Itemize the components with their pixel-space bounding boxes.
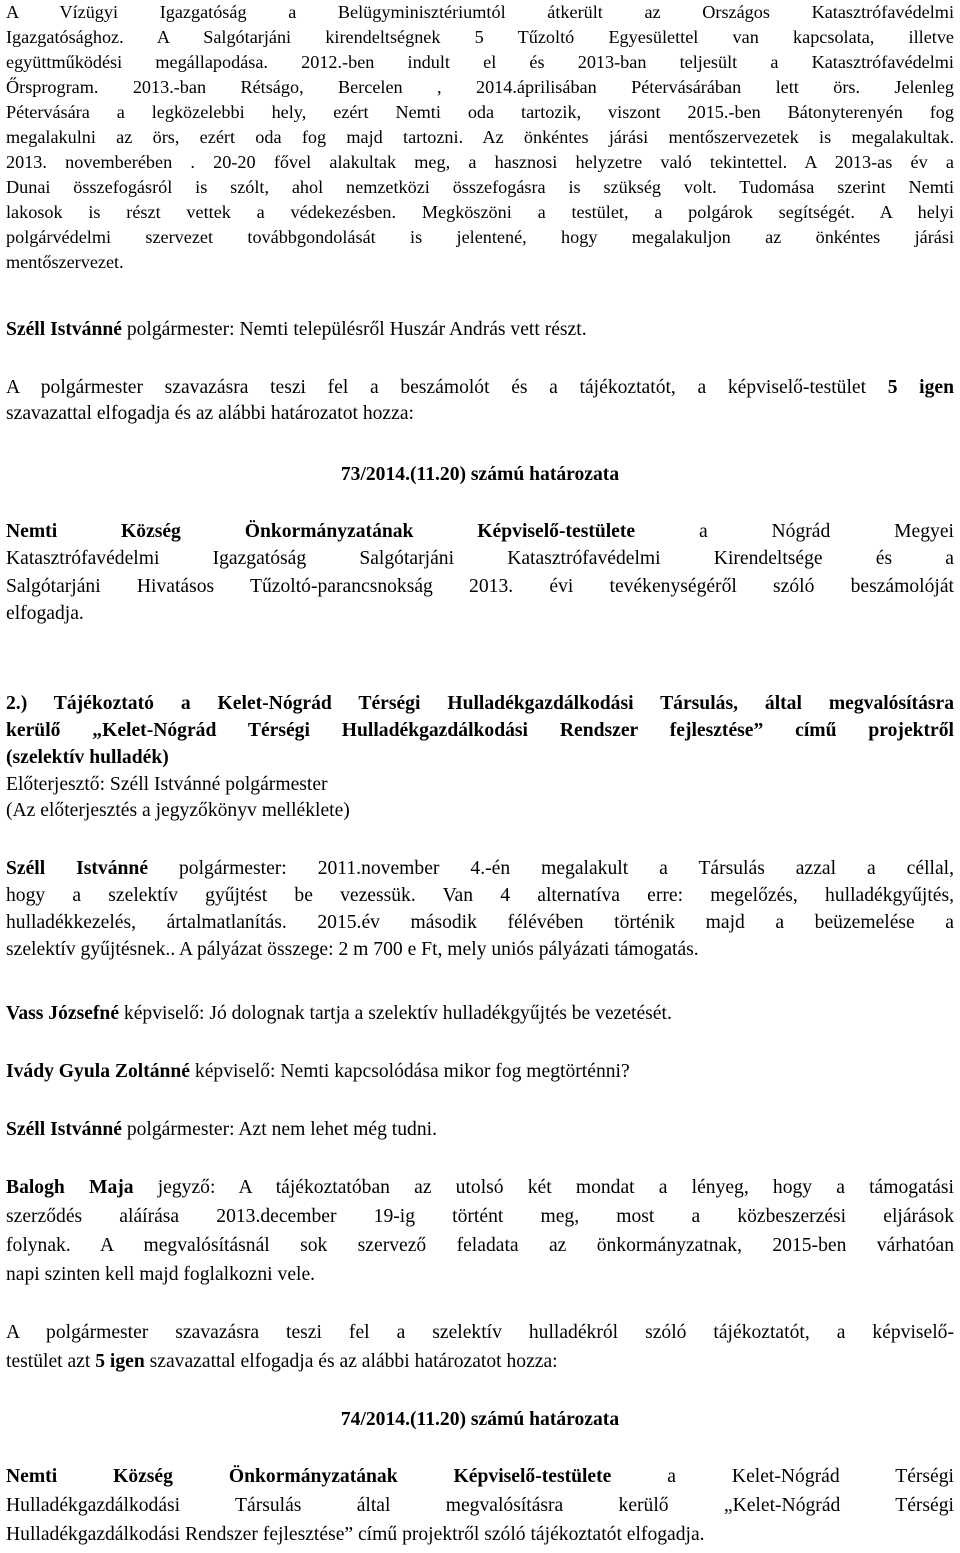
paragraph-mayor-association xyxy=(6,858,954,966)
council-name: Nemti Község Önkormányzatának Képviselő-testülete xyxy=(6,521,636,542)
speaker-name: Vass Józsefné xyxy=(6,1003,120,1024)
text-line: polgárvédelmi szervezet továbbgondolását is jelentené, hogy megalakuljon az önkéntes járási xyxy=(6,227,954,247)
paragraph-vote-2 xyxy=(6,1322,954,1380)
text-line: együttműködési megállapodása. 2012.-ben indult el és 2013-ban teljesült a Katasztrófavédelmi xyxy=(6,52,954,72)
paragraph-vote-1 xyxy=(6,377,954,429)
speaker-name: Széll Istvánné xyxy=(6,319,122,340)
speaker-name: Széll Istvánné xyxy=(6,858,149,879)
text-line: folynak. A megvalósításnál sok szervező feladata az önkormányzatnak, 2015-ben várhatóan xyxy=(6,1235,954,1256)
text-line: mentőszervezet. xyxy=(6,252,124,272)
text-line: szerződés aláírása 2013.december 19-ig történt meg, most a közbeszerzési eljárások xyxy=(6,1206,954,1227)
text-line: Dunai összefogásról is szólt, ahol nemzetközi összefogásra is szükség volt. Tudomása szerint Nemti xyxy=(6,177,954,197)
speaker-name: Széll Istvánné xyxy=(6,1119,122,1140)
text-line: elfogadja. xyxy=(6,603,84,624)
agenda-item-2 xyxy=(6,693,954,827)
text-line: Salgótarjáni Hivatásos Tűzoltó-parancsnokság 2013. évi tevékenységéről szóló beszámolóját xyxy=(6,576,954,597)
text-run: polgármester: Nemti településről Huszár András vett részt. xyxy=(121,319,587,340)
paragraph-ivady xyxy=(6,1061,954,1083)
text-line: Igazgatósághoz. A Salgótarjáni kirendeltségnek 5 Tűzoltó Egyesülettel van kapcsolata, illetve xyxy=(6,27,954,47)
vote-count: 5 igen xyxy=(95,1351,145,1372)
text-line: Pétervására a legközelebbi hely, ezért Nemti oda tartozik, viszont 2015.-ben Bátonyterenyén fog xyxy=(6,102,954,122)
text-line: A polgármester szavazásra teszi fel a szelektív hulladékról szóló tájékoztatót, a képviselő- xyxy=(6,1322,954,1343)
text-line: lakosok is részt vettek a védekezésben. Megköszöni a testület, a polgárok segítségét. A helyi xyxy=(6,202,954,222)
resolution-title: 74/2014.(11.20) számú határozata xyxy=(340,1409,620,1430)
text-run: képviselő: Jó dolognak tartja a szelektív hulladékgyűjtés be vezetését. xyxy=(119,1003,672,1024)
resolution-74 xyxy=(6,1409,954,1553)
text-run: képviselő: Nemti kapcsolódása mikor fog megtörténni? xyxy=(190,1061,630,1082)
text-run: A polgármester szavazásra teszi fel a beszámolót és a tájékoztatót, a képviselő-testület xyxy=(6,377,888,398)
paragraph-balogh xyxy=(6,1177,954,1293)
text-line: A Vízügyi Igazgatóság a Belügyminisztériumtól átkerült az Országos Katasztrófavédelmi xyxy=(6,2,954,22)
text-run: polgármester: Azt nem lehet még tudni. xyxy=(121,1119,437,1140)
text-line: megalakulni az örs, ezért oda fog majd tartozni. Az önkéntes járási mentőszervezetek is megalakultak. xyxy=(6,127,954,147)
paragraph-mayor-statement xyxy=(6,319,954,341)
text-line: Katasztrófavédelmi Igazgatóság Salgótarjáni Katasztrófavédelmi Kirendeltsége és a xyxy=(6,548,954,569)
text-line: Hulladékgazdálkodási Rendszer fejlesztése” című projektről szóló tájékoztatót elfogadja. xyxy=(6,1524,705,1545)
text-run: polgármester: 2011.november 4.-én megalakult a Társulás azzal a céllal, xyxy=(148,858,954,879)
speaker-name: Balogh Maja xyxy=(6,1177,134,1198)
agenda-title: (szelektív hulladék) xyxy=(6,747,169,768)
council-name: Nemti Község Önkormányzatának Képviselő-testülete xyxy=(6,1466,612,1487)
text-run: a Kelet-Nógrád Térségi xyxy=(611,1466,954,1487)
text-run: testület azt xyxy=(6,1351,96,1372)
presenter-line: Előterjesztő: Széll Istvánné polgármester xyxy=(6,774,328,795)
text-line: hulladékkezelés, ártalmatlanítás. 2015.év második félévében történik majd a beüzemelése a xyxy=(6,912,954,933)
agenda-title: kerülő „Kelet-Nógrád Térségi Hulladékgazdálkodási Rendszer fejlesztése” című projektről xyxy=(6,720,954,741)
paragraph-mayor-reply xyxy=(6,1119,954,1141)
text-run: jegyző: A tájékoztatóban az utolsó két mondat a lényeg, hogy a támogatási xyxy=(133,1177,954,1198)
annex-note: (Az előterjesztés a jegyzőkönyv melléklete) xyxy=(6,800,350,821)
text-line: szelektív gyűjtésnek.. A pályázat összege: 2 m 700 e Ft, mely uniós pályázati támogatás. xyxy=(6,939,699,960)
resolution-73 xyxy=(6,464,954,630)
text-run: szavazattal elfogadja és az alábbi határozatot hozza: xyxy=(144,1351,558,1372)
text-line: Hulladékgazdálkodási Társulás által megvalósításra kerülő „Kelet-Nógrád Térségi xyxy=(6,1495,954,1516)
text-line: szavazattal elfogadja és az alábbi határozatot hozza: xyxy=(6,403,414,424)
text-line: napi szinten kell majd foglalkozni vele. xyxy=(6,1264,316,1285)
text-line: 2013. novemberében . 20-20 fővel alakultak meg, a hasznosi helyzetre való tekintettel. A 2013-as év a xyxy=(6,152,954,172)
agenda-title: 2.) Tájékoztató a Kelet-Nógrád Térségi Hulladékgazdálkodási Társulás, xyxy=(6,693,738,714)
speaker-name: Ivády Gyula Zoltánné xyxy=(6,1061,191,1082)
text-run: a Nógrád Megyei xyxy=(635,521,954,542)
vote-count: 5 igen xyxy=(887,377,955,398)
agenda-title: által megvalósításra xyxy=(737,693,954,714)
resolution-title: 73/2014.(11.20) számú határozata xyxy=(340,464,620,485)
text-line: Őrsprogram. 2013.-ban Rétságo, Bercelen , 2014.áprilisában Pétervásárában lett örs. Jelenleg xyxy=(6,77,954,97)
paragraph-vass xyxy=(6,1003,954,1025)
paragraph-disaster-management xyxy=(6,2,954,277)
text-line: hogy a szelektív gyűjtést be vezessük. Van 4 alternatíva erre: megelőzés, hulladékgyűjtés, xyxy=(6,885,954,906)
